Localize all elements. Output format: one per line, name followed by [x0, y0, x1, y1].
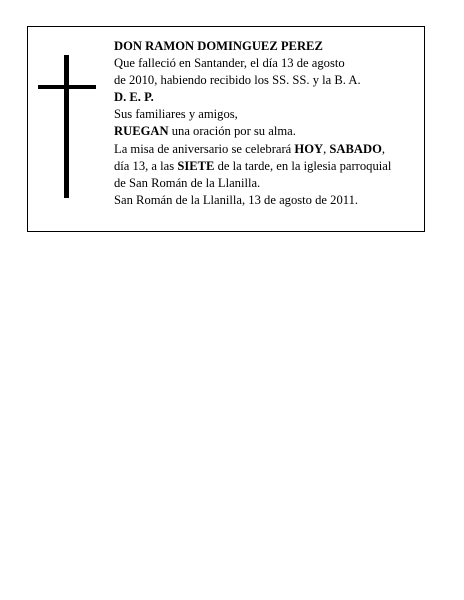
obituary-notice	[27, 26, 425, 232]
hoy-word: HOY	[294, 141, 324, 156]
family-line: Sus familiares y amigos,	[114, 107, 238, 122]
death-line-2: de 2010, habiendo recibido los SS. SS. y la B. A.	[114, 73, 361, 88]
ruegan-word: RUEGAN	[114, 124, 169, 139]
place-date-line: San Román de la Llanilla, 13 de agosto de 2011.	[114, 192, 359, 207]
mass-line-3: de San Román de la Llanilla.	[114, 175, 261, 190]
cross-icon-crossbar	[38, 85, 96, 89]
notice-text	[114, 38, 422, 209]
sabado-word: SABADO	[329, 141, 382, 156]
mass-line-1: La misa de aniversario se celebrará HOY, SABADO,	[114, 141, 386, 156]
cross-icon	[64, 55, 69, 198]
rip-line: D. E. P.	[114, 90, 154, 105]
ruegan-line: RUEGAN una oración por su alma.	[114, 124, 296, 139]
deceased-name: DON RAMON DOMINGUEZ PEREZ	[114, 39, 323, 53]
mass-line-2: día 13, a las SIETE de la tarde, en la iglesia parroquial	[114, 158, 392, 173]
siete-word: SIETE	[177, 158, 215, 173]
death-line-1: Que falleció en Santander, el día 13 de agosto	[114, 56, 345, 71]
